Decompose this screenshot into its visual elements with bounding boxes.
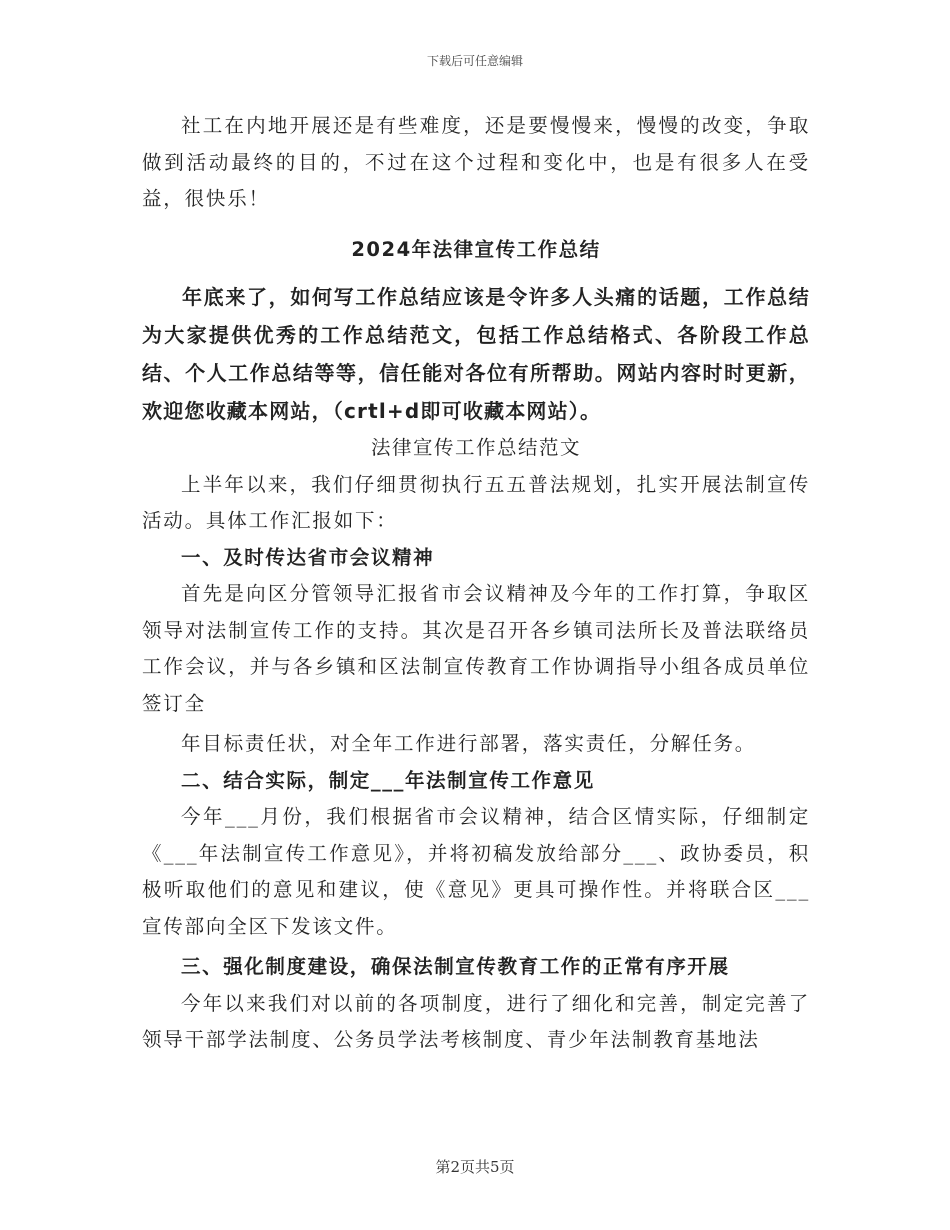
- page-footer: 第2页共5页: [435, 1158, 515, 1176]
- heading-1: 一、及时传达省市会议精神: [181, 545, 435, 569]
- document-title: 2024年法律宣传工作总结: [351, 237, 601, 261]
- paragraph-section-1-cont: 年目标责任状，对全年工作进行部署，落实责任，分解任务。: [181, 732, 757, 755]
- paragraph-site-intro: 年底来了，如何写工作总结应该是令许多人头痛的话题，工作总结为大家提供优秀的工作总结范文，包括工作总结格式、各阶段工作总结、个人工作总结等等，信任能对各位有所帮助。网站内容时时更新，欢迎您收藏本网站，（crtl+d即可收藏本网站）。: [142, 285, 810, 423]
- heading-3: 三、强化制度建设，确保法制宣传教育工作的正常有序开展: [181, 955, 730, 978]
- page-header: 下载后可任意编辑: [426, 54, 523, 68]
- paragraph-intro-social-work: 社工在内地开展还是有些难度，还是要慢慢来，慢慢的改变，争取做到活动最终的目的，不过在这个过程和变化中，也是有很多人在受益，很快乐！: [142, 114, 810, 210]
- section-title: 法律宣传工作总结范文: [370, 436, 581, 459]
- heading-2: 二、结合实际，制定___年法制宣传工作意见: [181, 768, 595, 792]
- paragraph-section-1: 首先是向区分管领导汇报省市会议精神及今年的工作打算，争取区领导对法制宣传工作的支持。其次是召开各乡镇司法所长及普法联络员工作会议，并与各乡镇和区法制宣传教育工作协调指导小组各成员单位签订全: [142, 582, 810, 715]
- document-body: [142, 108, 810, 1059]
- paragraph-section-3: 今年以来我们对以前的各项制度，进行了细化和完善，制定完善了领导干部学法制度、公务员学法考核制度、青少年法制教育基地法: [142, 991, 810, 1051]
- paragraph-section-2: 今年___月份，我们根据省市会议精神，结合区情实际，仔细制定《___年法制宣传工作意见》，并将初稿发放给部分___、政协委员，积极听取他们的意见和建议，使《意见》更具可操作性。并将联合区___宣传部向全区下发该文件。: [142, 805, 810, 938]
- paragraph-overview: 上半年以来，我们仔细贯彻执行五五普法规划，扎实开展法制宣传活动。具体工作汇报如下：: [142, 472, 810, 532]
